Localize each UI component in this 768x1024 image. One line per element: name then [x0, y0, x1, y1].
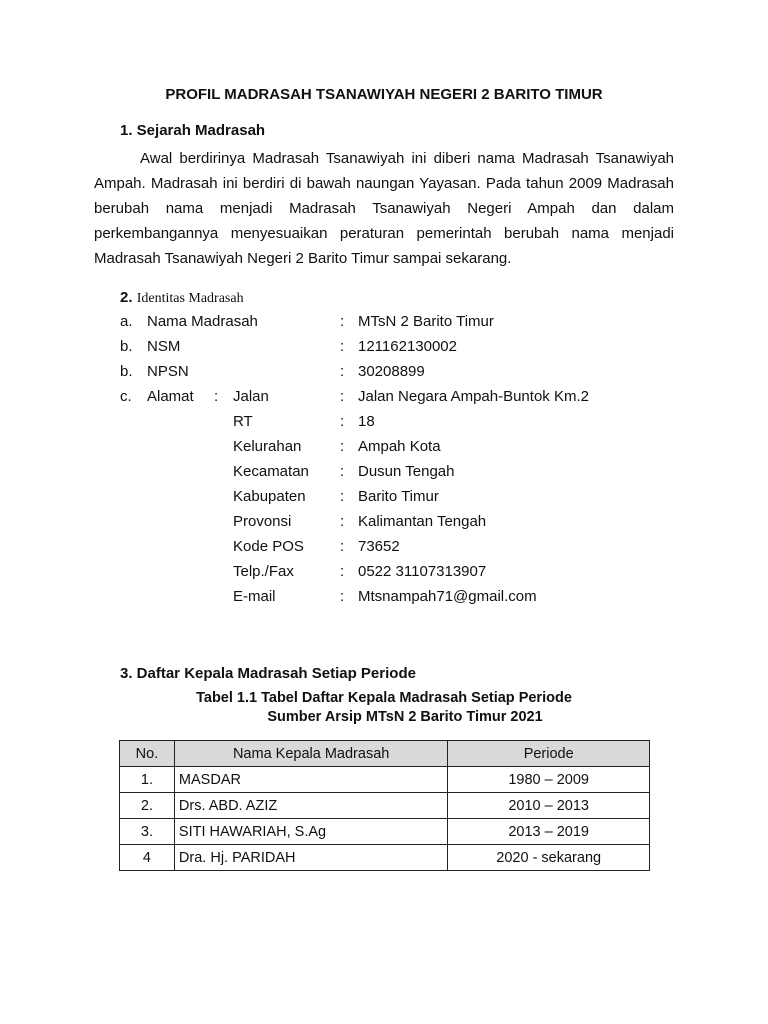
table-header-row: [120, 741, 650, 767]
row-colon: :: [340, 538, 345, 555]
header-period: Periode: [448, 741, 650, 767]
row-value: Dusun Tengah: [358, 463, 455, 480]
table-row: [120, 845, 650, 871]
identitas-row: [0, 463, 768, 488]
row-sublabel: RT: [233, 413, 253, 430]
row-value: 30208899: [358, 363, 425, 380]
header-no: No.: [120, 741, 175, 767]
identitas-row: [0, 438, 768, 463]
row-colon: :: [340, 513, 345, 530]
identitas-row: [0, 563, 768, 588]
identitas-row: [0, 388, 768, 413]
identitas-row: [0, 413, 768, 438]
row-label: Alamat: [147, 388, 194, 405]
section-heading-kepala: 3. Daftar Kepala Madrasah Setiap Periode: [120, 665, 416, 682]
row-colon: :: [340, 338, 345, 355]
identitas-row: [0, 538, 768, 563]
cell-period: 2010 – 2013: [448, 793, 650, 819]
row-sublabel: E-mail: [233, 588, 276, 605]
row-sublabel: Jalan: [233, 388, 269, 405]
row-colon: :: [340, 313, 345, 330]
row-value: Mtsnampah71@gmail.com: [358, 588, 537, 605]
row-colon: :: [340, 488, 345, 505]
identitas-row: [0, 338, 768, 363]
row-value: 0522 31107313907: [358, 563, 487, 580]
sejarah-paragraph: Awal berdirinya Madrasah Tsanawiyah ini diberi nama Madrasah Tsanawiyah Ampah. Madrasah ini berdiri di bawah naungan Yayasan. Pada tahun 2009 Madrasah berubah nama menjadi Madrasah Tsanawiyah Negeri Ampah dan dalam perkembangannya menyesuaikan peraturan pemerintah berubah nama menjadi Madrasah Tsanawiyah Negeri 2 Barito Timur sampai sekarang.: [94, 150, 674, 267]
row-label: NPSN: [147, 363, 189, 380]
row-value: 18: [358, 413, 375, 430]
table-row: [120, 793, 650, 819]
cell-period: 2013 – 2019: [448, 819, 650, 845]
identitas-row: [0, 313, 768, 338]
row-sublabel: Kelurahan: [233, 438, 302, 455]
cell-no: 2.: [120, 793, 175, 819]
cell-name: MASDAR: [174, 767, 447, 793]
cell-no: 3.: [120, 819, 175, 845]
identitas-heading: Identitas Madrasah: [136, 291, 244, 306]
row-label: Nama Madrasah: [147, 313, 258, 330]
identitas-row: [0, 363, 768, 388]
row-letter: a.: [120, 313, 133, 330]
cell-no: 4: [120, 845, 175, 871]
row-colon: :: [340, 413, 345, 430]
cell-name: Dra. Hj. PARIDAH: [174, 845, 447, 871]
row-letter: b.: [120, 363, 133, 380]
section-heading-sejarah: 1. Sejarah Madrasah: [120, 122, 266, 139]
cell-name: SITI HAWARIAH, S.Ag: [174, 819, 447, 845]
row-letter: b.: [120, 338, 133, 355]
cell-no: 1.: [120, 767, 175, 793]
cell-name: Drs. ABD. AZIZ: [174, 793, 447, 819]
kepala-table: [119, 740, 650, 871]
row-sublabel: Provonsi: [233, 513, 292, 530]
table-source: Sumber Arsip MTsN 2 Barito Timur 2021: [267, 709, 543, 725]
table-row: [120, 819, 650, 845]
row-sublabel: Kode POS: [233, 538, 304, 555]
row-value: Kalimantan Tengah: [358, 513, 487, 530]
row-sublabel: Telp./Fax: [233, 563, 294, 580]
row-colon-inner: :: [214, 388, 219, 405]
row-colon: :: [340, 438, 345, 455]
row-value: 73652: [358, 538, 400, 555]
row-letter: c.: [120, 388, 132, 405]
row-colon: :: [340, 463, 345, 480]
cell-period: 1980 – 2009: [448, 767, 650, 793]
identitas-row: [0, 488, 768, 513]
cell-period: 2020 - sekarang: [448, 845, 650, 871]
page-title: PROFIL MADRASAH TSANAWIYAH NEGERI 2 BARITO TIMUR: [165, 86, 603, 103]
row-sublabel: Kecamatan: [233, 463, 309, 480]
identitas-row: [0, 513, 768, 538]
table-caption: Tabel 1.1 Tabel Daftar Kepala Madrasah Setiap Periode: [196, 690, 572, 706]
header-name: Nama Kepala Madrasah: [174, 741, 447, 767]
identitas-row: [0, 588, 768, 613]
row-colon: :: [340, 588, 345, 605]
table-row: [120, 767, 650, 793]
section-heading-identitas: [120, 289, 244, 307]
row-value: 121162130002: [358, 338, 457, 355]
row-value: MTsN 2 Barito Timur: [358, 313, 494, 330]
row-colon: :: [340, 563, 345, 580]
row-colon: :: [340, 388, 345, 405]
row-colon: :: [340, 363, 345, 380]
row-value: Ampah Kota: [358, 438, 441, 455]
row-value: Jalan Negara Ampah-Buntok Km.2: [358, 388, 589, 405]
row-label: NSM: [147, 338, 181, 355]
identitas-number: 2.: [120, 289, 133, 306]
row-sublabel: Kabupaten: [233, 488, 306, 505]
row-value: Barito Timur: [358, 488, 439, 505]
